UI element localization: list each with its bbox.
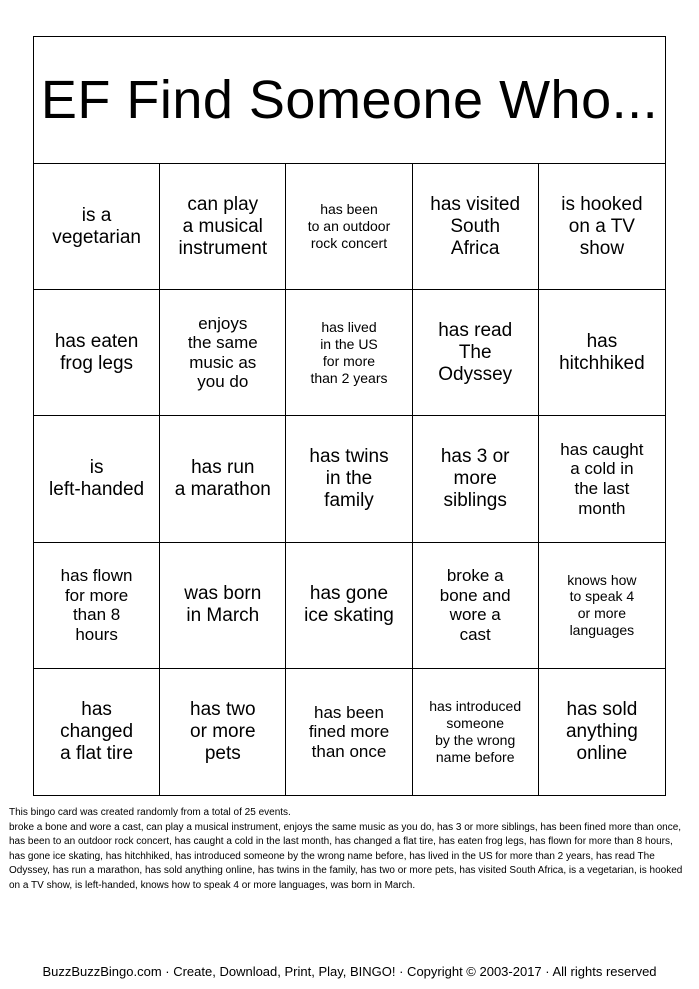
bingo-cell: has hitchhiked [539,290,665,416]
bingo-cell: has gone ice skating [286,543,412,669]
bingo-cell: can play a musical instrument [160,164,286,290]
bingo-cell: has changed a flat tire [34,669,160,795]
bingo-cell: has been to an outdoor rock concert [286,164,412,290]
bingo-cell: has been fined more than once [286,669,412,795]
bingo-cell: has 3 or more siblings [413,416,539,542]
bingo-cell: has flown for more than 8 hours [34,543,160,669]
bingo-cell: has read The Odyssey [413,290,539,416]
bingo-cell: enjoys the same music as you do [160,290,286,416]
bingo-cell: has sold anything online [565,699,638,764]
bingo-cell: broke a bone and wore a cast [413,543,539,669]
bingo-cell: has two or more pets [160,669,286,795]
bingo-card [33,36,666,796]
footer-copyright: BuzzBuzzBingo.com · Create, Download, Print, Play, BINGO! · Copyright © 2003-2017 · All rights reserved [42,964,657,979]
events-list: broke a bone and wore a cast, can play a musical instrument, enjoys the same music as you do, has 3 or more siblings, has been fined more than once, has been to an outdoor rock concert, has caught a cold in the last month, has changed a flat tire, has eaten frog legs, has flown for more than 8 hours, has gone ice skating, has hitchhiked, has introduced someone by the wrong name before, has lived in the US for more than 2 years, has read The Odyssey, has run a marathon, has sold anything online, has twins in the family, has two or more pets, has visited South Africa, is a vegetarian, is hooked on a TV show, is left-handed, knows how to speak 4 or more languages, was born in March. [9,821,683,891]
bingo-grid [34,164,665,795]
bingo-cell: knows how to speak 4 or more languages [539,543,665,669]
bingo-cell: has lived in the US for more than 2 years [286,290,412,416]
events-note [9,806,687,893]
bingo-cell: has introduced someone by the wrong name before [413,669,539,795]
bingo-cell: was born in March [160,543,286,669]
bingo-cell: has eaten frog legs [34,290,160,416]
bingo-cell: is left-handed [34,416,160,542]
card-title: EF Find Someone Who... [34,37,665,164]
bingo-cell: has run a marathon [160,416,286,542]
bingo-cell: has caught a cold in the last month [539,416,665,542]
bingo-cell: is hooked on a TV show [539,164,665,290]
bingo-cell: has twins in the family [286,416,412,542]
bingo-cell: is a vegetarian [34,164,160,290]
events-count-line: This bingo card was created randomly from a total of 25 events. [9,807,291,818]
bingo-cell: has visited South Africa [413,164,539,290]
